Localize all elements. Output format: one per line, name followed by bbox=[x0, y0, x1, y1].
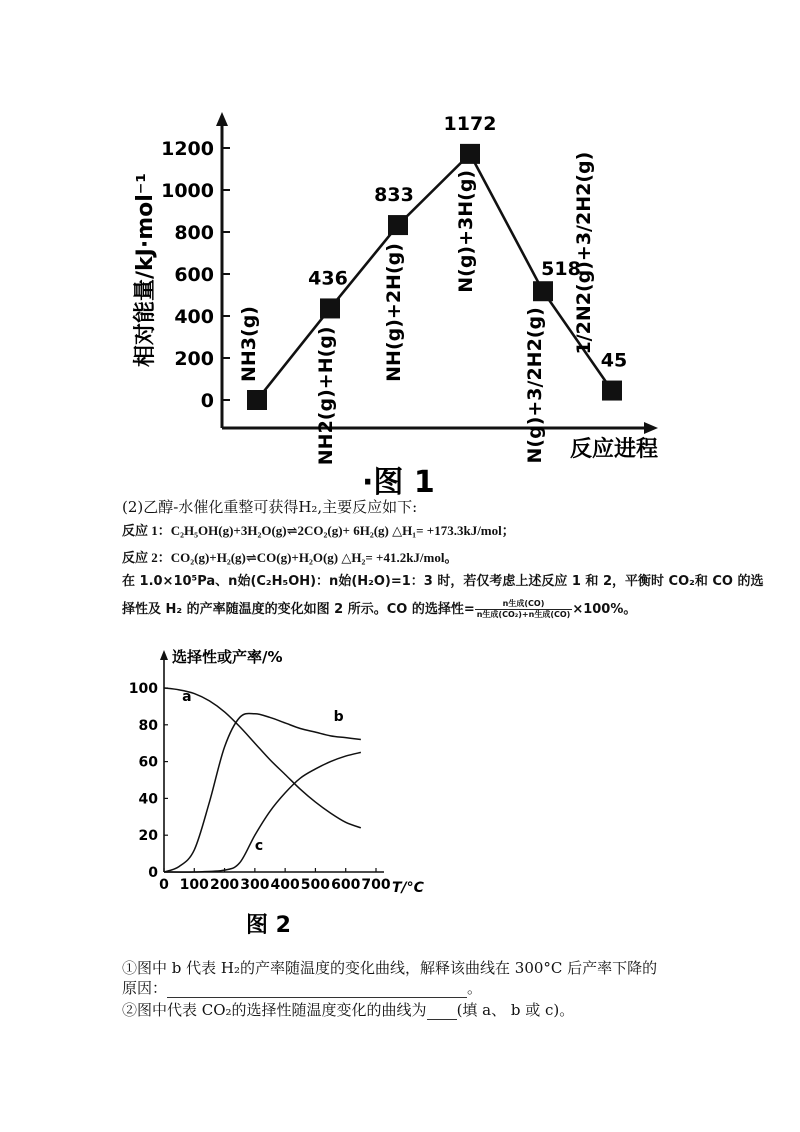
fig2-y-tick-label: 100 bbox=[128, 681, 158, 697]
fig1-y-tick-label: 200 bbox=[174, 348, 214, 370]
figure-1-energy-diagram bbox=[130, 110, 670, 500]
fig2-y-tick-label: 0 bbox=[148, 865, 158, 881]
fig1-caption: ·图 1 bbox=[362, 465, 435, 500]
fig1-point-marker bbox=[247, 390, 267, 410]
fig2-y-label: 选择性或产率/% bbox=[172, 648, 283, 666]
fraction-numerator: n生成(CO) bbox=[475, 599, 573, 610]
fig2-x-tick-label: 300 bbox=[240, 877, 270, 893]
fig1-point-marker bbox=[602, 381, 622, 401]
fig1-point-marker bbox=[533, 281, 553, 301]
fig1-y-label: 相对能量/kJ·mol⁻¹ bbox=[133, 172, 158, 368]
fig2-y-tick-label: 80 bbox=[138, 717, 158, 734]
fig1-point-marker bbox=[320, 298, 340, 318]
fig2-x-label: T/°C bbox=[392, 880, 424, 896]
fig1-value-label: 436 bbox=[308, 267, 348, 290]
fig1-point-marker bbox=[460, 144, 480, 164]
fig2-x-tick-label: 0 bbox=[159, 877, 169, 893]
fraction-tail: ×100%。 bbox=[572, 602, 637, 617]
fig1-species-label: NH3(g) bbox=[238, 306, 260, 382]
fraction-denominator: n生成(CO₂)+n生成(CO) bbox=[476, 610, 571, 619]
fig2-x-tick-label: 100 bbox=[179, 877, 209, 893]
fig2-x-tick-label: 600 bbox=[331, 877, 361, 893]
fig1-y-tick-label: 600 bbox=[174, 264, 214, 286]
answer-blank-2[interactable] bbox=[427, 1003, 457, 1020]
fig2-x-tick-label: 500 bbox=[300, 877, 331, 893]
fig2-x-tick-label: 700 bbox=[361, 877, 391, 893]
fig2-y-tick-label: 20 bbox=[138, 828, 158, 845]
y-axis-arrow bbox=[216, 112, 228, 126]
reaction-2: 反应 2：CO₂(g)+H₂(g)⇌CO(g)+H₂O(g) △H₂= +41.2kJ/mol。 bbox=[122, 550, 458, 565]
fig2-curve-label-b: b bbox=[333, 709, 344, 726]
condition-line-2-text: 择性及 H₂ 的产率随温度的变化如图 2 所示。CO 的选择性= bbox=[122, 602, 475, 617]
fig2-y-tick-label: 40 bbox=[138, 791, 158, 808]
answer-blank-1[interactable] bbox=[167, 981, 467, 998]
condition-line-1: 在 1.0×10⁵Pa、n始(C₂H₅OH)：n始(H₂O)=1：3 时，若仅考虑上述反应 1 和 2，平衡时 CO₂和 CO 的选 bbox=[122, 574, 764, 589]
x-axis-arrow bbox=[644, 422, 658, 434]
fig1-point-marker bbox=[388, 215, 408, 235]
condition-line-2 bbox=[122, 598, 636, 622]
fig1-y-tick-label: 1000 bbox=[161, 180, 214, 202]
intro-text: (2)乙醇-水催化重整可获得H₂,主要反应如下: bbox=[122, 498, 418, 516]
fig2-curve-label-a: a bbox=[182, 688, 192, 705]
fig2-curve-c bbox=[164, 752, 361, 872]
fig2-caption: 图 2 bbox=[246, 913, 291, 938]
fig1-species-label: NH(g)+2H(g) bbox=[383, 243, 405, 382]
fig2-x-tick-label: 400 bbox=[270, 877, 300, 893]
question-1 bbox=[122, 958, 712, 998]
fig1-species-label: 1/2N2(g)+3/2H2(g) bbox=[573, 151, 595, 355]
fig2-y-tick-label: 60 bbox=[138, 754, 158, 771]
fig2-curve-a bbox=[164, 688, 361, 828]
fig1-y-tick-label: 400 bbox=[174, 306, 214, 328]
question-2-hint: (填 a、 b 或 c)。 bbox=[456, 1001, 575, 1019]
fig1-value-label: 1172 bbox=[443, 112, 497, 135]
question-1-line-2 bbox=[122, 978, 712, 998]
fig1-y-tick-label: 0 bbox=[200, 390, 214, 412]
question-1-line-1: ①图中 b 代表 H₂的产率随温度的变化曲线，解释该曲线在 300°C 后产率下降的 bbox=[122, 959, 658, 977]
question-2-text: ②图中代表 CO₂的选择性随温度变化的曲线为 bbox=[122, 1001, 427, 1019]
fig1-x-label: 反应进程 bbox=[570, 437, 659, 462]
reaction-1: 反应 1：C₂H₅OH(g)+3H₂O(g)⇌2CO₂(g)+ 6H₂(g) △H₁= +173.3kJ/mol； bbox=[122, 523, 515, 538]
fig1-species-label: N(g)+3/2H2(g) bbox=[524, 307, 546, 464]
fig1-y-tick-label: 800 bbox=[174, 222, 214, 244]
question-1-end: 。 bbox=[467, 979, 483, 997]
question-1-reason-label: 原因： bbox=[122, 979, 168, 997]
co-selectivity-fraction bbox=[475, 599, 573, 620]
y-axis-arrow bbox=[160, 650, 168, 660]
fig1-value-label: 833 bbox=[374, 184, 414, 207]
fig1-value-label: 45 bbox=[600, 349, 628, 372]
figure-2-selectivity-chart bbox=[122, 640, 472, 940]
fig1-y-tick-label: 1200 bbox=[161, 138, 214, 160]
fig1-species-label: NH2(g)+H(g) bbox=[315, 326, 337, 466]
fig2-x-tick-label: 200 bbox=[209, 877, 240, 893]
fig2-curve-label-c: c bbox=[254, 837, 264, 854]
fig1-species-label: N(g)+3H(g) bbox=[455, 169, 477, 293]
fig1-value-label: 518 bbox=[541, 258, 581, 281]
question-2 bbox=[122, 1000, 574, 1020]
